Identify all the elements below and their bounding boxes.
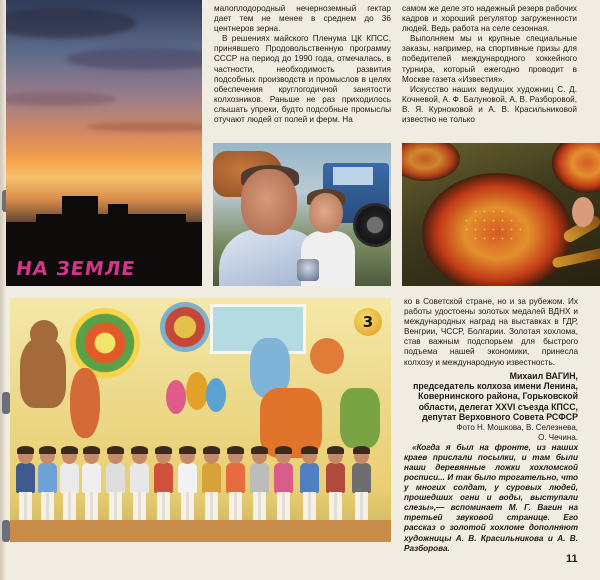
photo-credit: О. Чечина.	[538, 432, 578, 442]
paragraph: самом же деле это надежный резерв рабочих кадров и хороший регулятор загруженности людей. Ведь работа на селе сезонная.	[402, 4, 577, 34]
binding-hole	[2, 520, 10, 542]
page-number: 11	[566, 553, 578, 565]
binding-hole	[2, 392, 10, 414]
paragraph: Выполняем мы и крупные специальные заказы, например, на спортивные призы для победителей международного хоккейного турнира, который ежегодно проводит в Москве газета «Известия».	[402, 34, 577, 84]
section-title: НА ЗЕМЛЕ	[14, 258, 137, 280]
photo-credit: Фото Н. Мошкова, В. Селезнева,	[456, 422, 578, 432]
signature-line: председатель колхоза имени Ленина,	[413, 381, 578, 392]
signature-line: Ковернинского района, Горьковской	[418, 391, 578, 402]
mug-icon	[297, 259, 319, 281]
page-badge: 3	[354, 308, 382, 336]
signature-line: депутат Верховного Совета РСФСР	[422, 412, 578, 423]
kindergarten-mural-photo	[10, 298, 391, 542]
text-column-1	[214, 4, 391, 125]
sunset-harvest-photo	[6, 0, 202, 286]
quote-paragraph: «Когда я был на фронте, из наших краев прислали посылки, и там были наши деревянные ложки хохломской росписи... И так было трогательно, что у многих солдат, у суровых людей, прошедших огни и воды, выступали слезы»,— вспоминает М. Г. Вагин на третьей звуковой странице. Его рассказ о золотой хохломе дополняют художницы А. В. Красильникова и А. В. Разборова.	[404, 442, 578, 553]
paragraph: ко в Советской стране, но и за рубежом. Их работы удостоены золотых медалей ВДНХ и международных наград на выставках в ГДР, Венгрии, ЧССР, Болгарии. Золотая хохлома, став важным подспорьем для быстрого подъема нашей экономики, принесла колхозу и международную известность.	[404, 297, 578, 367]
chairman-portrait-photo	[213, 143, 391, 286]
paragraph: малоплодородный нечерноземный гектар дает тем не менее в среднем до 36 центнеров зерна.	[214, 4, 391, 34]
khokhloma-painting-photo	[402, 143, 600, 286]
text-column-2	[402, 4, 577, 125]
paragraph: Искусство наших ведущих художниц С. Д. Кочневой, А. Ф. Балуновой, А. В. Разборовой, В. Я. Курноковой и А. В. Красильниковой известно не только	[402, 84, 577, 125]
author-signature	[404, 371, 578, 423]
signature-line: области, делегат XXVI съезда КПСС,	[418, 401, 578, 412]
paragraph: В решениях майского Пленума ЦК КПСС, принявшего Продовольственную программу СССР на период до 1990 года, отмечалась, в частности, необходимость развития подсобных производств и промыслов в целях обеспечения круглогодичной занятости колхозников. Раньше не раз приходилось слышать упреки, будто подсобные промыслы отучают людей от полей и ферм. На	[214, 34, 391, 125]
text-column-3	[404, 297, 578, 554]
signature-line: Михаил ВАГИН,	[509, 370, 578, 381]
